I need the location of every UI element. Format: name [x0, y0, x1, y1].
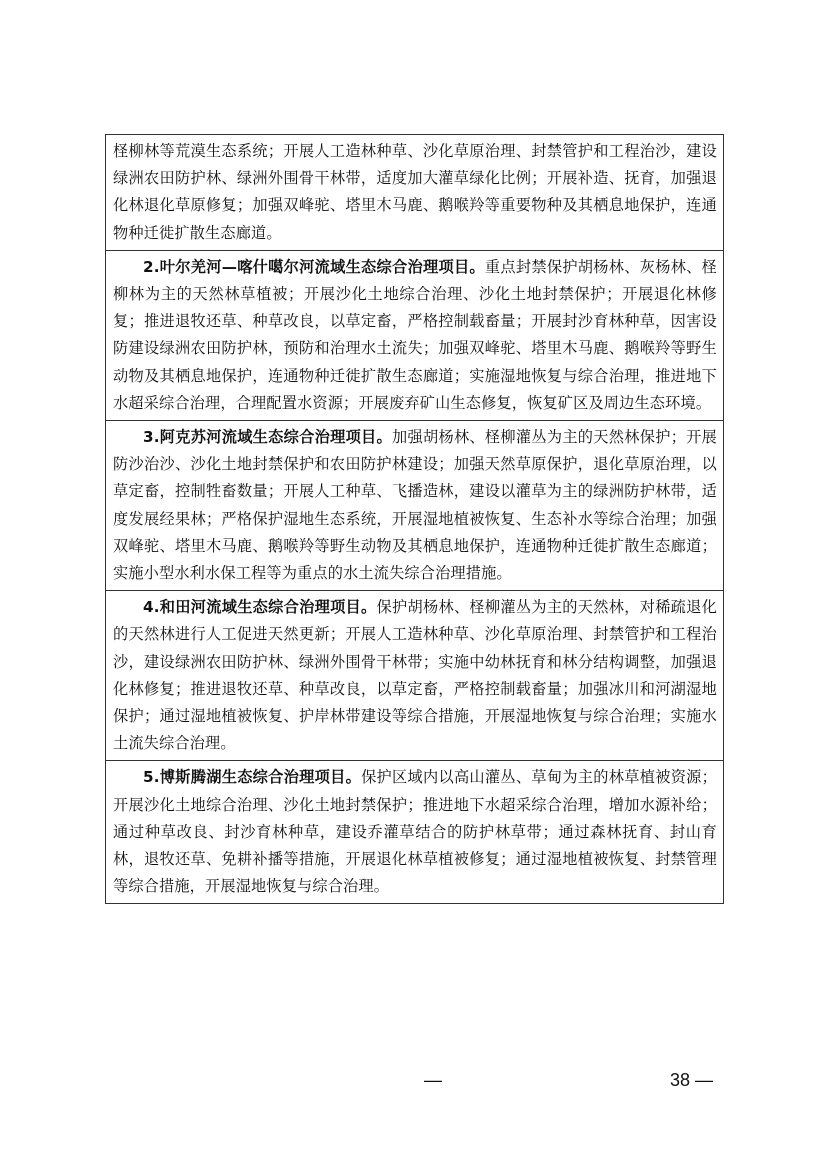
row-body-text: 加强胡杨林、柽柳灌丛为主的天然林保护；开展防沙治沙、沙化土地封禁保护和农田防护林建设；加强天然草原保护，退化草原治理，以草定畜，控制牲畜数量；开展人工种草、飞播造林，建设以灌草为主的绿洲防护林带，适度发展经果林；严格保护湿地生态系统，开展湿地植被恢复、生态补水等综合治理；加强双峰驼、塔里木马鹿、鹅喉羚等野生动物及其栖息地保护，连通物种迁徙扩散生态廊道；实施小型水利水保工程等为重点的水土流失综合治理措施。: [113, 428, 717, 583]
table-row-project-5: [106, 760, 723, 903]
row-body-text: 保护胡杨林、柽柳灌丛为主的天然林，对稀疏退化的天然林进行人工促进天然更新；开展人工造林种草、沙化草原治理、封禁管护和工程治沙，建设绿洲农田防护林、绿洲外围骨干林带；实施中幼林抚育和林分结构调整，加强退化林修复；推进退牧还草、种草改良，以草定畜，严格控制载畜量；加强冰川和河湖湿地保护；通过湿地植被恢复、护岸林带建设等综合措施，开展湿地恢复与综合治理；实施水土流失综合治理。: [113, 598, 717, 753]
row-heading: 2.叶尔羌河—喀什噶尔河流域生态综合治理项目。: [143, 257, 485, 276]
row-heading: 5.博斯腾湖生态综合治理项目。: [143, 768, 362, 787]
page-footer: [0, 1068, 826, 1098]
row-heading: 4.和田河流域生态综合治理项目。: [143, 598, 377, 617]
content-table: [105, 134, 724, 904]
row-body-text: 柽柳林等荒漠生态系统；开展人工造林种草、沙化草原治理、封禁管护和工程治沙，建设绿洲农田防护林、绿洲外围骨干林带，适度加大灌草绿化比例；开展补造、抚育，加强退化林退化草原修复；加强双峰驼、塔里木马鹿、鹅喉羚等重要物种及其栖息地保护，连通物种迁徙扩散生态廊道。: [113, 142, 717, 242]
row-heading: 3.阿克苏河流域生态综合治理项目。: [143, 428, 393, 447]
row-body-text: 重点封禁保护胡杨林、灰杨林、柽柳林为主的天然林草植被；开展沙化土地综合治理、沙化土地封禁保护；开展退化林修复；推进退牧还草、种草改良，以草定畜，严格控制载畜量；开展封沙育林种草，因害设防建设绿洲农田防护林，预防和治理水土流失；加强双峰驼、塔里木马鹿、鹅喉羚等野生动物及其栖息地保护，连通物种迁徙扩散生态廊道；实施湿地恢复与综合治理，推进地下水超采综合治理，合理配置水资源；开展废弃矿山生态修复，恢复矿区及周边生态环境。: [113, 257, 717, 412]
table-row-project-2: [106, 250, 723, 420]
table-row-project-4: [106, 590, 723, 760]
table-row-project-3: [106, 420, 723, 590]
row-body-text: 保护区域内以高山灌丛、草甸为主的林草植被资源；开展沙化土地综合治理、沙化土地封禁保护；推进地下水超采综合治理，增加水源补给；通过种草改良、封沙育林种草，建设乔灌草结合的防护林草带；通过森林抚育、封山育林，退牧还草、免耕补播等措施，开展退化林草植被修复；通过湿地植被恢复、封禁管理等综合措施，开展湿地恢复与综合治理。: [113, 768, 718, 896]
table-row-continuation: [106, 135, 723, 250]
footer-dash: —: [424, 1070, 442, 1090]
page-number: 38 —: [670, 1070, 714, 1090]
